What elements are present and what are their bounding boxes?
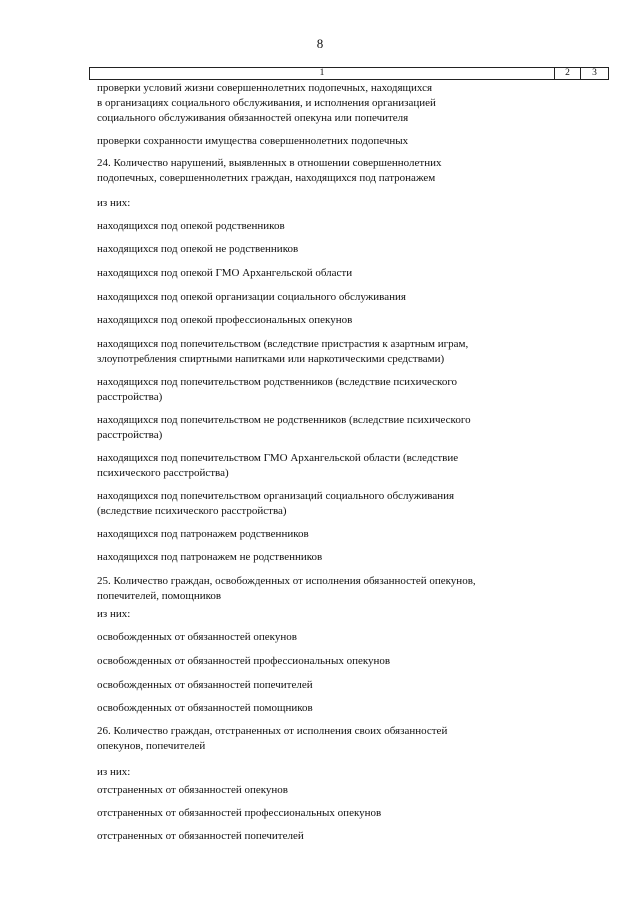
row-text: находящихся под опекой профессиональных опекунов [97,314,353,326]
row-text: проверки условий жизни совершеннолетних подопечных, находящихся в организациях социального обслуживания, и исполнения организацией социального обслуживания обязанностей опекуна или попечителя [97,82,436,124]
row-text: 24. Количество нарушений, выявленных в отношении совершеннолетних подопечных, совершеннолетних граждан, находящихся под патронажем [97,157,442,184]
row-text: из них: [97,766,131,778]
row-text: находящихся под опекой родственников [97,220,285,232]
row-text: находящихся под попечительством не родственников (вследствие психического расстройства) [97,414,471,441]
column-number-2: 2 [555,68,581,80]
row-text: находящихся под патронажем родственников [97,528,309,540]
row-text: отстраненных от обязанностей профессиональных опекунов [97,807,382,819]
row-text: находящихся под попечительством ГМО Архангельской области (вследствие психического расстройства) [97,452,459,479]
row-text: 25. Количество граждан, освобожденных от исполнения обязанностей опекунов, попечителей, помощников [97,575,476,602]
column-numbers-row [90,68,609,80]
row-text: находящихся под попечительством организаций социального обслуживания (вследствие психического расстройства) [97,490,455,517]
row-text: находящихся под патронажем не родственников [97,551,323,563]
column-number-1: 1 [90,68,555,80]
row-text: освобожденных от обязанностей помощников [97,702,313,714]
row-text: освобожденных от обязанностей опекунов [97,631,297,643]
row-text: находящихся под попечительством (вследствие пристрастия к азартным играм, злоупотребления спиртными напитками или наркотическими средствами) [97,338,469,365]
row-text: освобожденных от обязанностей попечителей [97,679,313,691]
row-text: находящихся под попечительством родственников (вследствие психического расстройства) [97,376,458,403]
row-text: отстраненных от обязанностей попечителей [97,830,304,842]
row-text: освобожденных от обязанностей профессиональных опекунов [97,655,391,667]
page-number: 8 [316,36,324,51]
row-text: из них: [97,608,131,620]
row-text: 26. Количество граждан, отстраненных от исполнения своих обязанностей опекунов, попечителей [97,725,448,752]
row-text: проверки сохранности имущества совершеннолетних подопечных [97,135,409,147]
row-text: находящихся под опекой ГМО Архангельской области [97,267,353,279]
row-text: находящихся под опекой не родственников [97,243,299,255]
column-number-3: 3 [581,68,609,80]
table-header-row [89,67,609,80]
row-text: находящихся под опекой организации социального обслуживания [97,291,406,303]
row-text: из них: [97,197,131,209]
row-text: отстраненных от обязанностей опекунов [97,784,289,796]
